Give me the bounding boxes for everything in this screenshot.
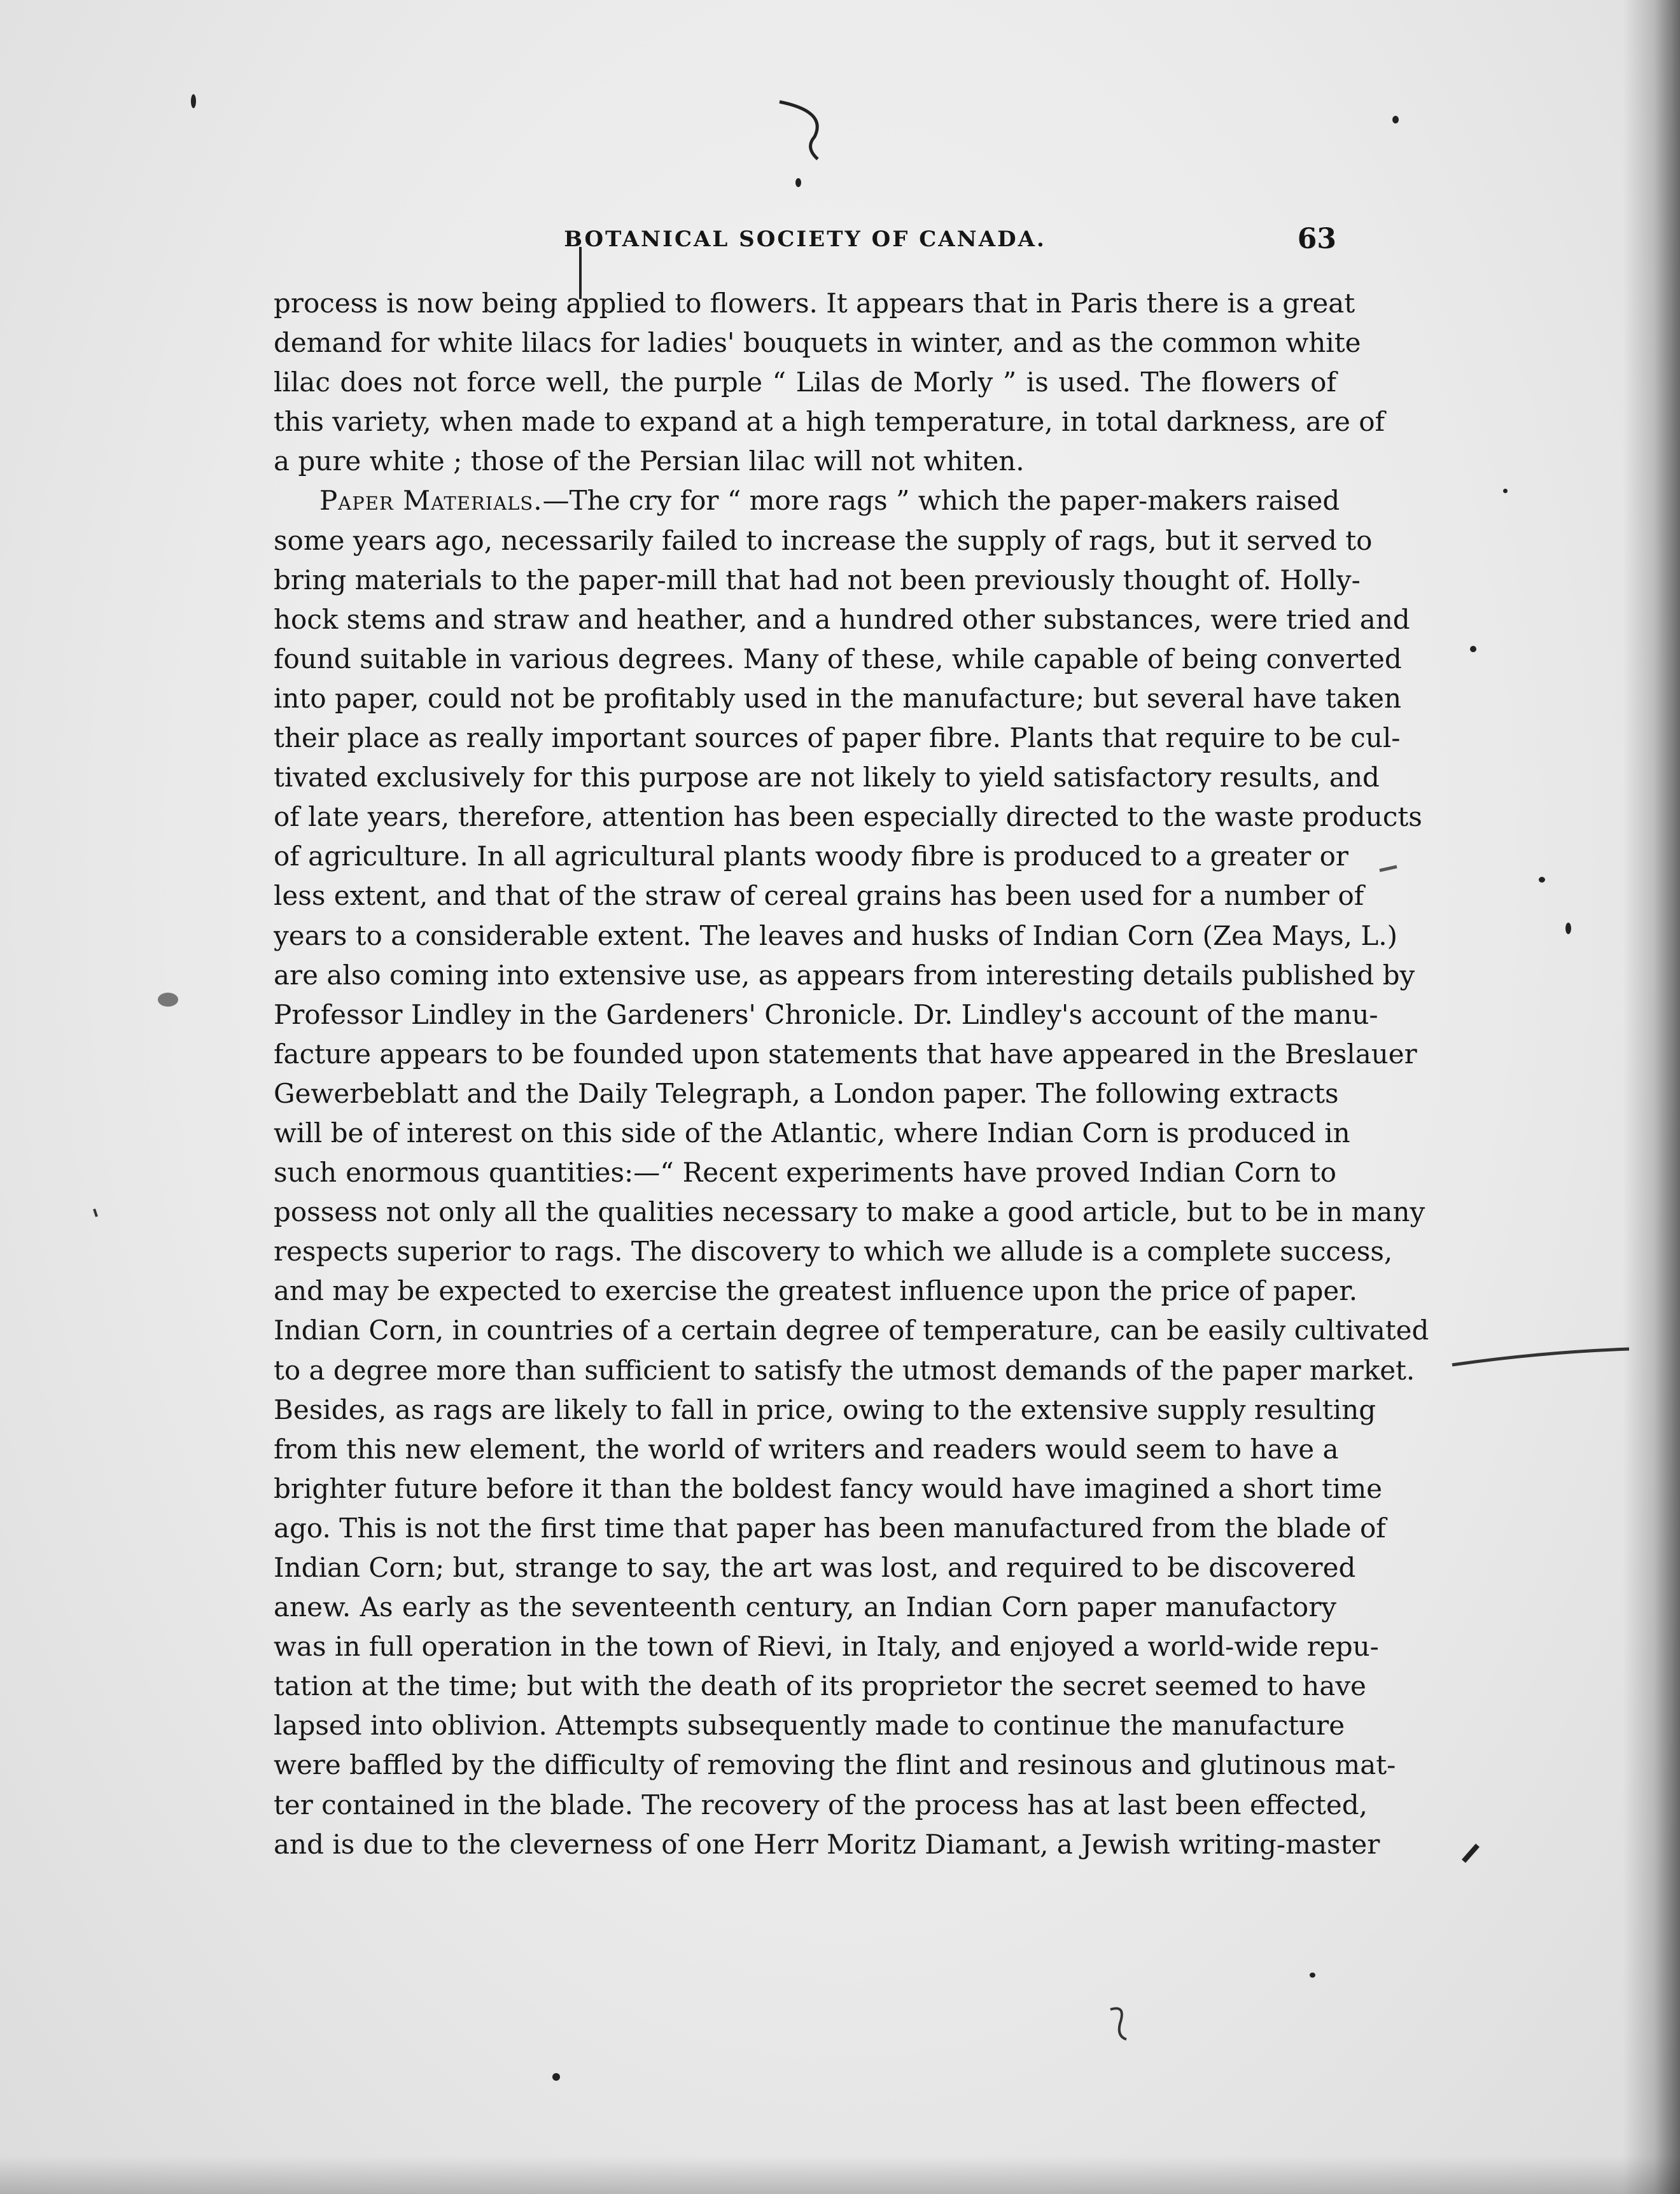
text-line: Besides, as rags are likely to fall in price, owing to the extensive supply resulting [274,1394,1376,1425]
text-line: lapsed into oblivion. Attempts subsequently made to continue the manufacture [274,1710,1345,1742]
text-line: from this new element, the world of writers and readers would seem to have a [274,1433,1339,1465]
text-line: facture appears to be founded upon statements that have appeared in the Breslauer [274,1038,1417,1070]
text-line: process is now being applied to flowers. It appears that in Paris there is a great [274,288,1355,319]
running-title: BOTANICAL SOCIETY OF CANADA. [564,227,1046,252]
text-line: of late years, therefore, attention has been especially directed to the waste products [274,801,1422,833]
text-line: and may be expected to exercise the greatest influence upon the price of paper. [274,1275,1358,1307]
section-heading: Paper Materials. [319,485,543,517]
text-line: demand for white lilacs for ladies' bouquets in winter, and as the common white [274,327,1361,359]
text-line: and is due to the cleverness of one Herr Moritz Diamant, a Jewish writing-master [274,1828,1380,1860]
text-line: into paper, could not be profitably used in the manufacture; but several have taken [274,682,1402,714]
text-line: Indian Corn; but, strange to say, the art was lost, and required to be discovered [274,1552,1356,1583]
text-line: ter contained in the blade. The recovery of the process has at last been effected, [274,1789,1368,1820]
text-line: tivated exclusively for this purpose are not likely to yield satisfactory results, and [274,762,1380,793]
text-line: less extent, and that of the straw of cereal grains has been used for a number of [274,880,1364,912]
text-line: Indian Corn, in countries of a certain degree of temperature, can be easily cultivated [274,1315,1429,1346]
text-line: bring materials to the paper-mill that had not been previously thought of. Holly- [274,564,1361,596]
text-line: a pure white ; those of the Persian lilac will not whiten. [274,445,1025,477]
text-line: to a degree more than sufficient to satisfy the utmost demands of the paper market. [274,1354,1415,1386]
text-line: found suitable in various degrees. Many of these, while capable of being converted [274,643,1402,674]
text-line: will be of interest on this side of the Atlantic, where Indian Corn is produced in [274,1117,1350,1149]
text-line: years to a considerable extent. The leaves and husks of Indian Corn (Zea Mays, L.) [274,919,1398,951]
page-edge-shadow [0,2156,1680,2194]
text-line: ago. This is not the first time that paper has been manufactured from the blade of [274,1512,1386,1544]
text-line: lilac does not force well, the purple “ Lilas de Morly ” is used. The flowers of [274,367,1336,398]
text-line: respects superior to rags. The discovery to which we allude is a complete success, [274,1236,1393,1268]
text-line: Professor Lindley in the Gardeners' Chronicle. Dr. Lindley's account of the manu- [274,998,1378,1030]
text-line: brighter future before it than the boldest fancy would have imagined a short time [274,1472,1382,1504]
page-number: 63 [1297,223,1336,255]
text-line: hock stems and straw and heather, and a hundred other substances, were tried and [274,603,1410,635]
text-line: anew. As early as the seventeenth century, an Indian Corn paper manufactory [274,1591,1336,1623]
text-line: this variety, when made to expand at a high temperature, in total darkness, are of [274,406,1385,438]
text-line: Paper Materials.—The cry for “ more rags ” which the paper-makers raised [319,485,1340,517]
page-edge-shadow [1623,0,1680,2194]
text-line: some years ago, necessarily failed to increase the supply of rags, but it served to [274,524,1373,556]
text-line: are also coming into extensive use, as appears from interesting details published by [274,959,1415,991]
text-line: of agriculture. In all agricultural plants woody fibre is produced to a greater or [274,841,1348,872]
text-line: were baffled by the difficulty of removing the flint and resinous and glutinous mat- [274,1749,1396,1781]
text-line: was in full operation in the town of Rievi, in Italy, and enjoyed a world-wide repu- [274,1631,1379,1663]
text-line: their place as really important sources of paper fibre. Plants that require to be cul- [274,722,1401,754]
text-line: Gewerbeblatt and the Daily Telegraph, a London paper. The following extracts [274,1077,1339,1109]
text-line: such enormous quantities:—“ Recent experiments have proved Indian Corn to [274,1157,1336,1189]
text-line: tation at the time; but with the death of its proprietor the secret seemed to have [274,1670,1366,1702]
text-line: possess not only all the qualities necessary to make a good article, but to be in many [274,1196,1425,1228]
